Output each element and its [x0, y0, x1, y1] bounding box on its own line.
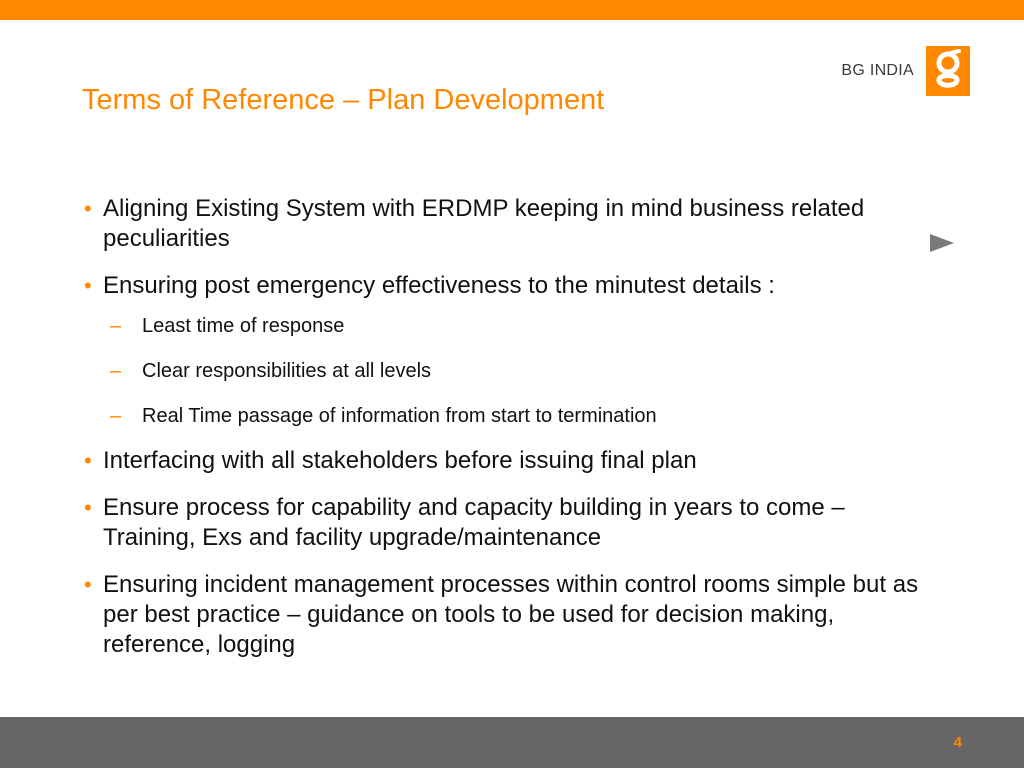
bullet-item — [84, 570, 934, 660]
sub-bullet-dash: – — [110, 360, 122, 382]
bullet-item — [84, 194, 934, 254]
bullet-dot: • — [84, 572, 92, 597]
bullet-item — [84, 271, 934, 301]
bullet-item — [84, 493, 934, 553]
footer-bar — [0, 717, 1024, 768]
bg-logo-icon — [926, 46, 970, 96]
bullet-dot: • — [84, 273, 92, 298]
bullet-text: Interfacing with all stakeholders before issuing final plan — [103, 447, 697, 474]
brand-name: BG INDIA — [841, 62, 914, 79]
sub-bullet-item — [84, 314, 934, 338]
logo-g-glyph — [931, 49, 965, 93]
sub-bullet-text: Least time of response — [142, 315, 345, 337]
slide-title: Terms of Reference – Plan Development — [82, 84, 605, 116]
page-number: 4 — [953, 734, 962, 751]
bullet-text: Ensuring post emergency effectiveness to the minutest details : — [103, 272, 775, 299]
sub-bullet-dash: – — [110, 405, 122, 427]
bullet-dot: • — [84, 448, 92, 473]
sub-bullet-text: Clear responsibilities at all levels — [142, 360, 432, 382]
bullet-text: Aligning Existing System with ERDMP keeping in mind business related peculiarities — [103, 195, 865, 252]
sub-bullet-item — [84, 359, 934, 383]
bullet-text: Ensure process for capability and capacity building in years to come – Training, Exs and facility upgrade/maintenance — [103, 494, 845, 551]
top-accent-bar — [0, 0, 1024, 20]
bullet-text: Ensuring incident management processes within control rooms simple but as per best practice – guidance on tools to be used for decision making, reference, logging — [103, 571, 919, 658]
bullet-dot: • — [84, 196, 92, 221]
sub-bullet-dash: – — [110, 315, 122, 337]
sub-bullet-item — [84, 404, 934, 428]
sub-bullet-list — [84, 314, 934, 428]
bullet-dot: • — [84, 495, 92, 520]
brand-header — [841, 46, 970, 96]
bullet-item — [84, 446, 934, 476]
sub-bullet-text: Real Time passage of information from start to termination — [142, 405, 657, 427]
bullet-list — [84, 194, 934, 677]
